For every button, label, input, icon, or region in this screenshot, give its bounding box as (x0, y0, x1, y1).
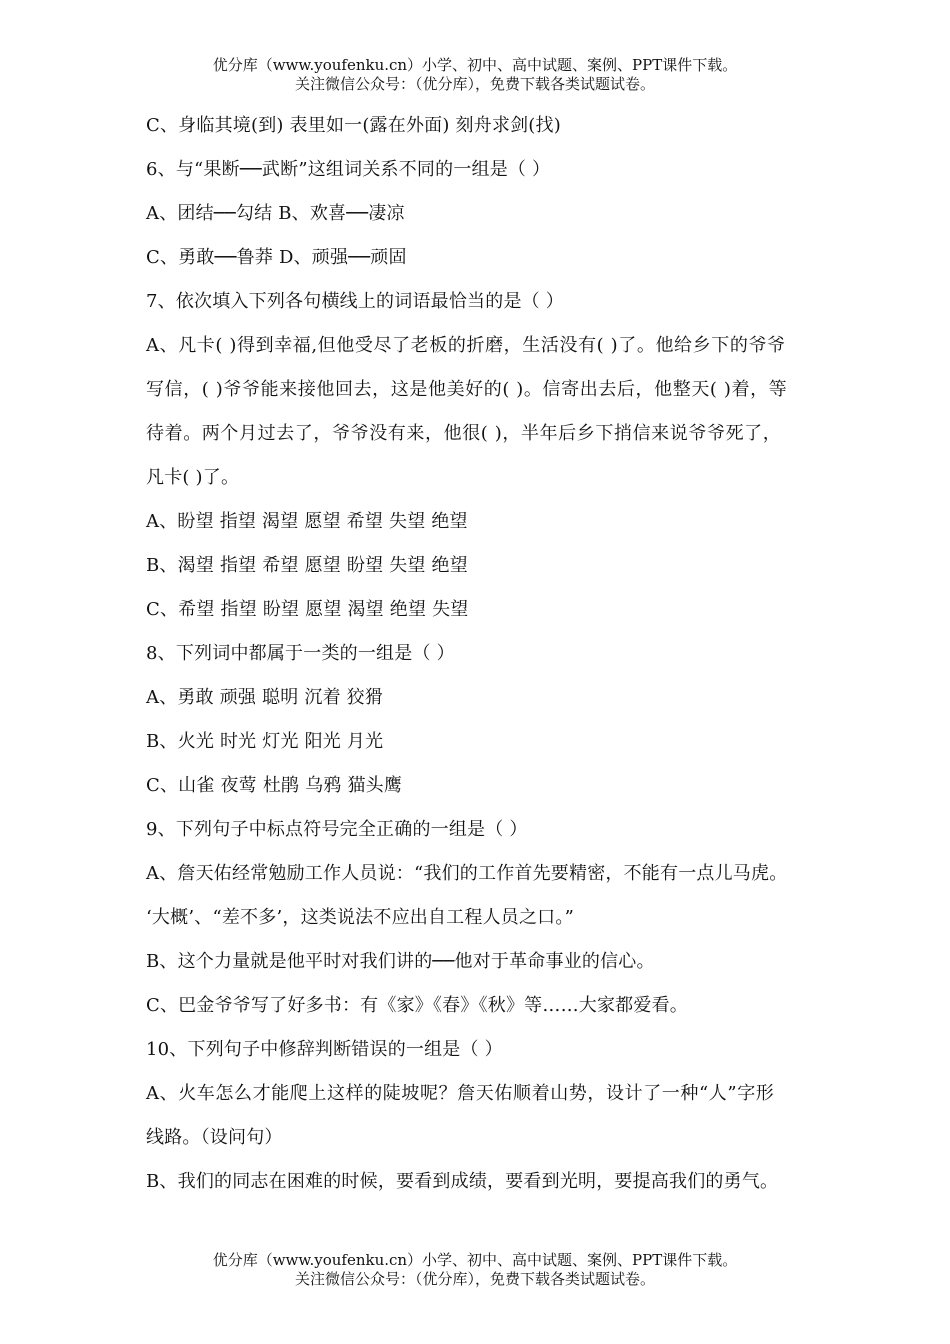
option-line: C、巴金爷爷写了好多书：有《家》《春》《秋》等……大家都爱看。 (146, 995, 688, 1016)
option-line: A、勇敢 顽强 聪明 沉着 狡猾 (146, 687, 384, 708)
passage-line: 待着。两个月过去了，爷爷没有来，他很( )，半年后乡下捎信来说爷爷死了， (146, 423, 782, 444)
footer-line-1: 优分库（www.youfenku.cn）小学、初中、高中试题、案例、PPT课件下载。 (212, 1251, 738, 1269)
option-line: C、身临其境(到) 表里如一(露在外面) 刻舟求剑(找) (146, 115, 561, 136)
passage-line: 凡卡( )了。 (146, 467, 240, 488)
option-line: B、这个力量就是他平时对我们讲的──他对于革命事业的信心。 (146, 951, 655, 972)
option-line: A、火车怎么才能爬上这样的陡坡呢？詹天佑顺着山势，设计了一种“人”字形 (146, 1083, 775, 1104)
option-line: 线路。（设问句） (146, 1127, 283, 1148)
page-header (0, 56, 950, 94)
option-line: B、渴望 指望 希望 愿望 盼望 失望 绝望 (146, 555, 468, 576)
question-9: 9、下列句子中标点符号完全正确的一组是（ ） (146, 819, 528, 840)
option-line: C、山雀 夜莺 杜鹃 乌鸦 猫头鹰 (146, 775, 403, 796)
passage-line: A、凡卡( )得到幸福,但他受尽了老板的折磨，生活没有( )了。他给乡下的爷爷 (146, 335, 786, 356)
passage-line: 写信，( )爷爷能来接他回去，这是他美好的( )。信寄出去后，他整天( )着，等 (146, 379, 788, 400)
footer-line-2: 关注微信公众号：（优分库），免费下载各类试题试卷。 (294, 1270, 655, 1288)
question-6: 6、与“果断──武断”这组词关系不同的一组是（ ） (146, 159, 551, 180)
document-body (146, 104, 826, 1204)
option-line: A、盼望 指望 渴望 愿望 希望 失望 绝望 (146, 511, 468, 532)
page-footer (0, 1251, 950, 1289)
option-line: C、勇敢──鲁莽 D、顽强──顽固 (146, 247, 407, 268)
option-line: A、詹天佑经常勉励工作人员说：“我们的工作首先要精密，不能有一点儿马虎。 (146, 863, 788, 884)
question-7: 7、依次填入下列各句横线上的词语最恰当的是（ ） (146, 291, 564, 312)
option-line: C、希望 指望 盼望 愿望 渴望 绝望 失望 (146, 599, 469, 620)
option-line: B、火光 时光 灯光 阳光 月光 (146, 731, 384, 752)
question-10: 10、下列句子中修辞判断错误的一组是（ ） (146, 1039, 503, 1060)
option-line: A、团结──勾结 B、欢喜──凄凉 (146, 203, 405, 224)
header-line-1: 优分库（www.youfenku.cn）小学、初中、高中试题、案例、PPT课件下载。 (212, 56, 738, 74)
option-line: B、我们的同志在困难的时候，要看到成绩，要看到光明，要提高我们的勇气。 (146, 1171, 779, 1192)
option-line: ‘大概’、“差不多’，这类说法不应出自工程人员之口。” (146, 907, 574, 928)
question-8: 8、下列词中都属于一类的一组是（ ） (146, 643, 455, 664)
header-line-2: 关注微信公众号：（优分库），免费下载各类试题试卷。 (294, 75, 655, 93)
